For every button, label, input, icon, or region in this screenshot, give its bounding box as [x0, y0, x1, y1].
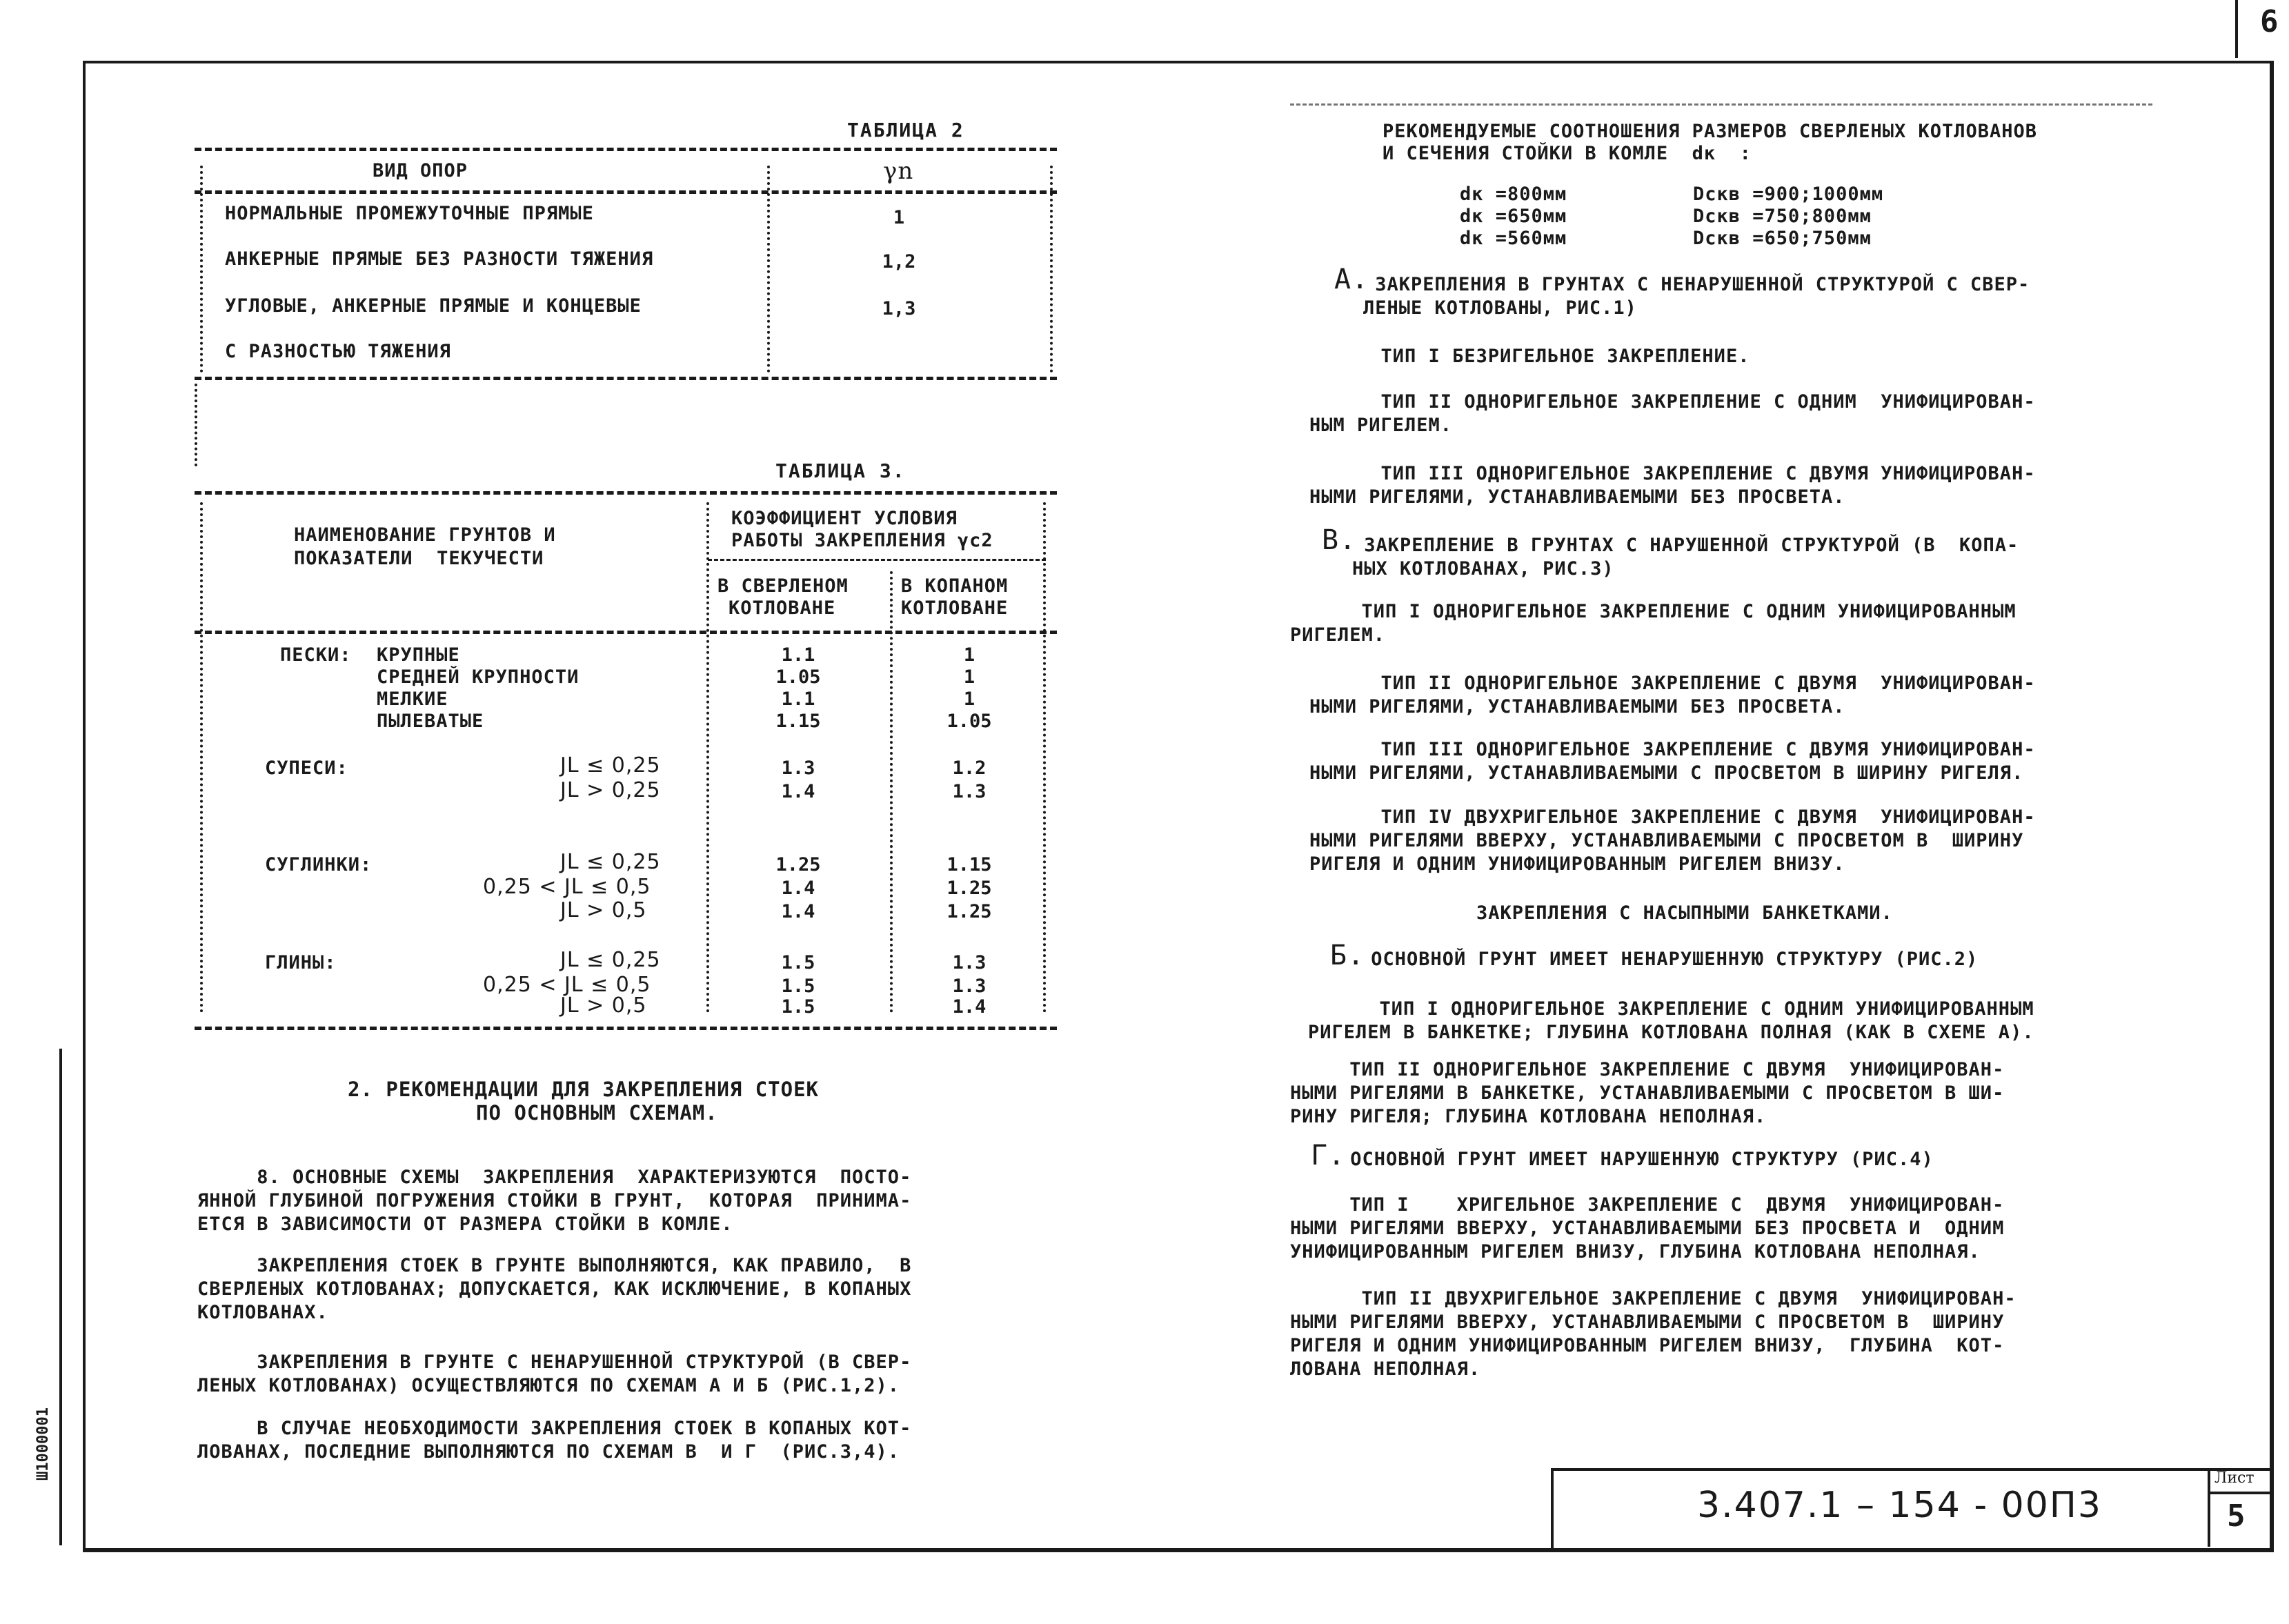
table3-bottom-rule: [195, 1027, 1057, 1030]
table3-drilled: 1.5: [781, 952, 815, 973]
scheme-v-type: ТИП IV ДВУХРИГЕЛЬНОЕ ЗАКРЕПЛЕНИЕ С ДВУМЯ УНИФИЦИРОВАН- НЫМИ РИГЕЛЯМИ ВВЕРХУ, УСТАНАВЛИВАЕМЫМИ С ПРОСВЕТОМ В ШИРИНУ РИГЕЛЯ И ОДНИМ УНИФИЦИРОВАННЫМ РИГЕЛЕМ ВНИЗУ.: [1309, 806, 2036, 875]
table2-row-value: 1: [893, 207, 905, 228]
table3-header-col1: ПОКАЗАТЕЛИ ТЕКУЧЕСТИ: [294, 548, 544, 569]
table3-group-name: ПЕСКИ:: [280, 644, 352, 666]
section2-paragraph: ЗАКРЕПЛЕНИЯ В ГРУНТЕ С НЕНАРУШЕННОЙ СТРУКТУРОЙ (В СВЕР- ЛЕНЫХ КОТЛОВАНАХ) ОСУЩЕСТВЛЯЮТСЯ ПО СХЕМАМ А И Б (РИС.1,2).: [197, 1351, 912, 1396]
table3-header-subrule: [708, 559, 1046, 561]
scheme-b-text: ОСНОВНОЙ ГРУНТ ИМЕЕТ НЕНАРУШЕННУЮ СТРУКТУРУ (РИС.2): [1359, 949, 1979, 970]
table3-dug: 1: [963, 644, 975, 666]
table3-dug: 1.25: [947, 878, 992, 899]
table3-drilled: 1.5: [781, 996, 815, 1018]
ratio-D: Dскв =650;750мм: [1693, 228, 1872, 249]
table2-header-col2: γn: [883, 157, 914, 185]
scheme-v-type: ТИП I ОДНОРИГЕЛЬНОЕ ЗАКРЕПЛЕНИЕ С ОДНИМ УНИФИЦИРОВАННЫМ РИГЕЛЕМ.: [1290, 601, 2016, 646]
table2-header-rule: [195, 190, 1057, 194]
table3-header-coeff: КОЭФФИЦИЕНТ УСЛОВИЯ: [731, 508, 958, 529]
table2-row-value: 1,3: [882, 298, 916, 319]
table3-group-name: ГЛИНЫ:: [265, 952, 337, 973]
scheme-g-text: ОСНОВНОЙ ГРУНТ ИМЕЕТ НАРУШЕННУЮ СТРУКТУРУ (РИС.4): [1338, 1149, 1934, 1170]
table3-drilled: 1.4: [781, 878, 815, 899]
table3-sub: 0,25 < JL ≤ 0,5: [483, 973, 651, 997]
table3-group-name: СУГЛИНКИ:: [265, 854, 373, 875]
corner-mark: [2235, 0, 2238, 58]
table3-col-divider: [706, 502, 709, 1013]
sheet-label: Лист: [2214, 1469, 2255, 1487]
table2-title: ТАБЛИЦА 2: [847, 119, 964, 141]
table3-dug: 1.3: [952, 781, 987, 802]
table3-title: ТАБЛИЦА 3.: [775, 459, 906, 482]
table2-bottom-rule: [195, 377, 1057, 380]
table3-drilled: 1.05: [775, 666, 821, 688]
section2-paragraph: ЗАКРЕПЛЕНИЯ СТОЕК В ГРУНТЕ ВЫПОЛНЯЮТСЯ, КАК ПРАВИЛО, В СВЕРЛЕНЫХ КОТЛОВАНАХ; ДОПУСКАЕТСЯ, КАК ИСКЛЮЧЕНИЕ, В КОПАНЫХ КОТЛОВАНАХ.: [197, 1255, 912, 1323]
table3-dug: 1.4: [952, 996, 987, 1018]
table3-sub: JL > 0,5: [560, 993, 647, 1018]
scheme-v-text: ЗАКРЕПЛЕНИЕ В ГРУНТАХ С НАРУШЕННОЙ СТРУКТУРОЙ (В КОПА- НЫХ КОТЛОВАНАХ, РИС.3): [1352, 535, 2019, 580]
sheet-box: [2208, 1468, 2270, 1547]
table3-dug: 1.2: [952, 757, 987, 779]
table3-drilled: 1.5: [781, 976, 815, 997]
scheme-b-type: ТИП II ОДНОРИГЕЛЬНОЕ ЗАКРЕПЛЕНИЕ С ДВУМЯ УНИФИЦИРОВАН- НЫМИ РИГЕЛЯМИ В БАНКЕТКЕ, УСТАНАВЛИВАЕМЫМИ С ПРОСВЕТОМ В ШИ- РИНУ РИГЕЛЯ; ГЛУБИНА КОТЛОВАНА НЕПОЛНАЯ.: [1290, 1059, 2005, 1127]
table3-group-name: СУПЕСИ:: [265, 757, 348, 779]
table3-drilled: 1.3: [781, 757, 815, 779]
table3-sub: 0,25 < JL ≤ 0,5: [483, 875, 651, 899]
table2-right-border: [1050, 166, 1053, 373]
table2-row-label: УГЛОВЫЕ, АНКЕРНЫЕ ПРЯМЫЕ И КОНЦЕВЫЕ: [225, 295, 642, 317]
table3-header-rule: [195, 631, 1057, 634]
scheme-a-letter: А.: [1334, 264, 1369, 295]
scheme-g-type: ТИП I ХРИГЕЛЬНОЕ ЗАКРЕПЛЕНИЕ С ДВУМЯ УНИФИЦИРОВАН- НЫМИ РИГЕЛЯМИ ВВЕРХУ, УСТАНАВЛИВАЕМЫМИ БЕЗ ПРОСВЕТА И ОДНИМ УНИФИЦИРОВАННЫМ РИГЕЛЕМ ВНИЗУ, ГЛУБИНА КОТЛОВАНА НЕПОЛНАЯ.: [1290, 1194, 2005, 1262]
table3-left-border: [200, 502, 203, 1013]
table2-col-divider: [767, 166, 770, 373]
sheet-separator: [2210, 1492, 2270, 1494]
table3-sub: ПЫЛЕВАТЫЕ: [377, 711, 484, 732]
table2-left-border: [200, 166, 203, 373]
margin-tick: [195, 384, 197, 466]
table3-dug: 1.3: [952, 976, 987, 997]
table3-dug: 1.25: [947, 901, 992, 922]
ratio-d: dк =560мм: [1460, 228, 1567, 249]
scheme-g-letter: Г.: [1311, 1140, 1346, 1171]
table3-sub: КРУПНЫЕ: [377, 644, 460, 666]
scheme-g-type: ТИП II ДВУХРИГЕЛЬНОЕ ЗАКРЕПЛЕНИЕ С ДВУМЯ УНИФИЦИРОВАН- НЫМИ РИГЕЛЯМИ ВВЕРХУ, УСТАНАВЛИВАЕМЫМИ С ПРОСВЕТОМ В ШИРИНУ РИГЕЛЯ И ОДНИМ УНИФИЦИРОВАННЫМ РИГЕЛЕМ ВНИЗУ, ГЛУБИНА КОТ- ЛОВАНА НЕПОЛНАЯ.: [1290, 1288, 2016, 1380]
table2-row-value: 1,2: [882, 251, 916, 273]
sheet-number: 5: [2227, 1498, 2246, 1534]
document-code: 3.407.1 – 154 - 00П3: [1697, 1485, 2102, 1526]
table3-drilled: 1.25: [775, 854, 821, 875]
table3-header-dug: В КОПАНОМ: [901, 575, 1009, 597]
table3-header-col1: НАИМЕНОВАНИЕ ГРУНТОВ И: [294, 524, 556, 546]
scheme-a-type: ТИП II ОДНОРИГЕЛЬНОЕ ЗАКРЕПЛЕНИЕ С ОДНИМ УНИФИЦИРОВАН- НЫМ РИГЕЛЕМ.: [1309, 391, 2036, 436]
ratio-intro: РЕКОМЕНДУЕМЫЕ СООТНОШЕНИЯ РАЗМЕРОВ СВЕРЛЕНЫХ КОТЛОВАНОВ: [1383, 121, 2038, 142]
table3-drilled: 1.15: [775, 711, 821, 732]
scheme-v-type: ТИП III ОДНОРИГЕЛЬНОЕ ЗАКРЕПЛЕНИЕ С ДВУМЯ УНИФИЦИРОВАН- НЫМИ РИГЕЛЯМИ, УСТАНАВЛИВАЕМЫМИ С ПРОСВЕТОМ В ШИРИНУ РИГЕЛЯ.: [1309, 739, 2036, 784]
scheme-v-type: ТИП II ОДНОРИГЕЛЬНОЕ ЗАКРЕПЛЕНИЕ С ДВУМЯ УНИФИЦИРОВАН- НЫМИ РИГЕЛЯМИ, УСТАНАВЛИВАЕМЫМИ БЕЗ ПРОСВЕТА.: [1309, 673, 2036, 717]
section2-paragraph: В СЛУЧАЕ НЕОБХОДИМОСТИ ЗАКРЕПЛЕНИЯ СТОЕК В КОПАНЫХ КОТ- ЛОВАНАХ, ПОСЛЕДНИЕ ВЫПОЛНЯЮТСЯ ПО СХЕМАМ В И Г (РИС.3,4).: [197, 1418, 912, 1463]
section2-heading: 2. РЕКОМЕНДАЦИИ ДЛЯ ЗАКРЕПЛЕНИЯ СТОЕК: [348, 1078, 820, 1101]
corner-page-number: 6: [2260, 4, 2279, 39]
table3-right-border: [1043, 502, 1046, 1013]
ratio-d: dк =800мм: [1460, 184, 1567, 205]
table3-dug: 1: [963, 689, 975, 710]
table2-row-label: АНКЕРНЫЕ ПРЯМЫЕ БЕЗ РАЗНОСТИ ТЯЖЕНИЯ: [225, 248, 654, 270]
scheme-b-type: ТИП I ОДНОРИГЕЛЬНОЕ ЗАКРЕПЛЕНИЕ С ОДНИМ УНИФИЦИРОВАННЫМ РИГЕЛЕМ В БАНКЕТКЕ; ГЛУБИНА КОТЛОВАНА ПОЛНАЯ (КАК В СХЕМЕ А).: [1308, 998, 2034, 1043]
table3-dug: 1.05: [947, 711, 992, 732]
table3-col-divider: [890, 571, 893, 1013]
scheme-a-type: ТИП III ОДНОРИГЕЛЬНОЕ ЗАКРЕПЛЕНИЕ С ДВУМЯ УНИФИЦИРОВАН- НЫМИ РИГЕЛЯМИ, УСТАНАВЛИВАЕМЫМИ БЕЗ ПРОСВЕТА.: [1309, 463, 2036, 508]
archive-code: Ш1000001: [34, 1407, 52, 1481]
table3-sub: JL ≤ 0,25: [560, 850, 661, 874]
table3-sub: JL ≤ 0,25: [560, 753, 661, 778]
table3-sub: JL ≤ 0,25: [560, 948, 661, 972]
scheme-v-letter: В.: [1322, 524, 1357, 556]
berm-heading: ЗАКРЕПЛЕНИЯ С НАСЫПНЫМИ БАНКЕТКАМИ.: [1476, 902, 1893, 924]
table3-header-coeff: РАБОТЫ ЗАКРЕПЛЕНИЯ γc2: [731, 530, 993, 551]
table3-header-drilled: КОТЛОВАНЕ: [729, 597, 836, 619]
table3-top-rule: [195, 491, 1057, 495]
ratio-D: Dскв =900;1000мм: [1693, 184, 1884, 205]
scheme-a-text: ЗАКРЕПЛЕНИЯ В ГРУНТАХ С НЕНАРУШЕННОЙ СТРУКТУРОЙ С СВЕР- ЛЕНЫЕ КОТЛОВАНЫ, РИС.1): [1363, 274, 2030, 319]
ratio-d: dк =650мм: [1460, 206, 1567, 227]
right-top-rule: [1290, 103, 2152, 106]
table3-drilled: 1.1: [781, 644, 815, 666]
table2-row-label: С РАЗНОСТЬЮ ТЯЖЕНИЯ: [225, 341, 451, 362]
table3-dug: 1.3: [952, 952, 987, 973]
section2-paragraph: 8. ОСНОВНЫЕ СХЕМЫ ЗАКРЕПЛЕНИЯ ХАРАКТЕРИЗУЮТСЯ ПОСТО- ЯННОЙ ГЛУБИНОЙ ПОГРУЖЕНИЯ СТОЙКИ В ГРУНТ, КОТОРАЯ ПРИНИМА- ЕТСЯ В ЗАВИСИМОСТИ ОТ РАЗМЕРА СТОЙКИ В КОМЛЕ.: [197, 1167, 912, 1235]
table2-header-col1: ВИД ОПОР: [373, 160, 468, 181]
table3-sub: МЕЛКИЕ: [377, 689, 448, 710]
table3-dug: 1: [963, 666, 975, 688]
scheme-a-type: ТИП I БЕЗРИГЕЛЬНОЕ ЗАКРЕПЛЕНИЕ.: [1309, 346, 1750, 367]
table3-sub: СРЕДНЕЙ КРУПНОСТИ: [377, 666, 579, 688]
table2-row-label: НОРМАЛЬНЫЕ ПРОМЕЖУТОЧНЫЕ ПРЯМЫЕ: [225, 203, 594, 224]
binding-strip: [59, 1049, 62, 1545]
table3-sub: JL > 0,25: [560, 778, 661, 802]
table3-header-dug: КОТЛОВАНЕ: [901, 597, 1009, 619]
table3-drilled: 1.4: [781, 901, 815, 922]
section2-heading: ПО ОСНОВНЫМ СХЕМАМ.: [476, 1101, 718, 1125]
ratio-D: Dскв =750;800мм: [1693, 206, 1872, 227]
table3-header-drilled: В СВЕРЛЕНОМ: [717, 575, 849, 597]
table3-drilled: 1.4: [781, 781, 815, 802]
table3-drilled: 1.1: [781, 689, 815, 710]
table3-sub: JL > 0,5: [560, 898, 647, 922]
ratio-intro: И СЕЧЕНИЯ СТОЙКИ В КОМЛЕ dк :: [1383, 143, 1752, 164]
table2-top-rule: [195, 148, 1057, 151]
table3-dug: 1.15: [947, 854, 992, 875]
scheme-b-letter: Б.: [1330, 940, 1365, 971]
